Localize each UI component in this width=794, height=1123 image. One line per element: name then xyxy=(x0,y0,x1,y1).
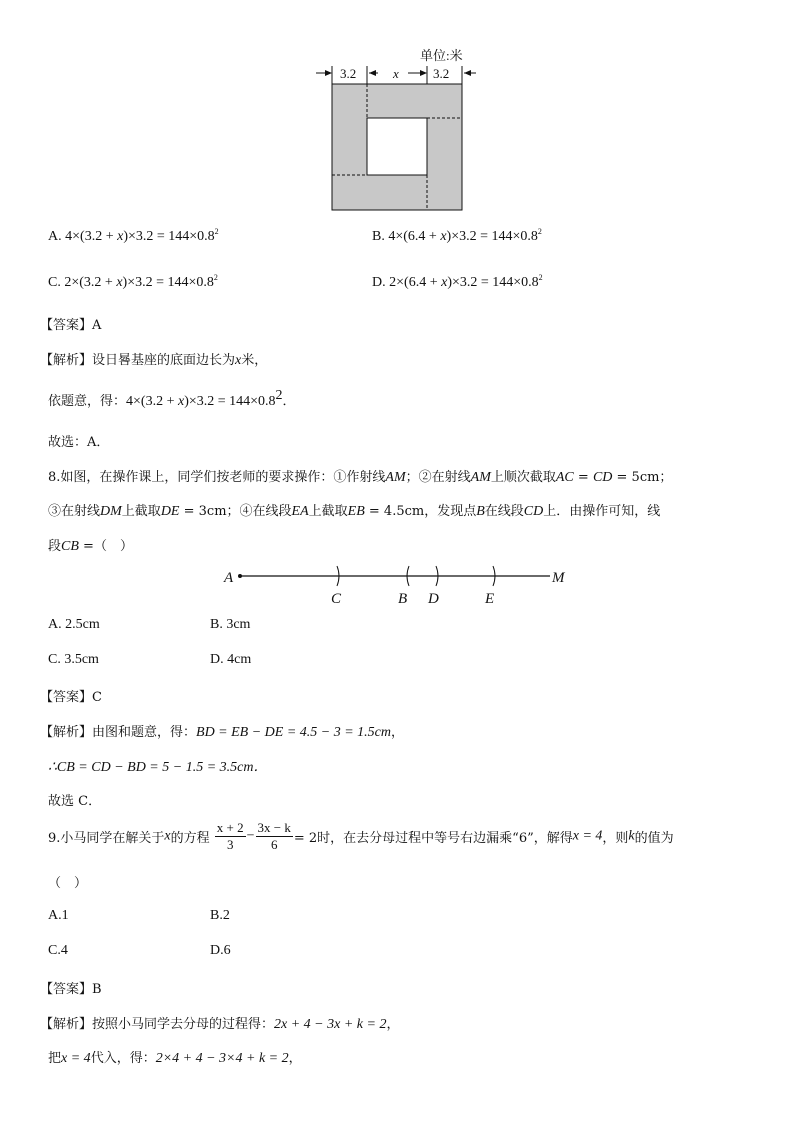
q8-option-a[interactable]: A. 2.5cm xyxy=(48,617,100,632)
point-c-label: C xyxy=(331,591,342,607)
q8-option-c[interactable]: C. 3.5cm xyxy=(48,652,99,667)
q9-paren: （ ） xyxy=(48,876,88,891)
dim-mid: x xyxy=(393,66,399,81)
q9-answer: 【答案】B xyxy=(40,982,102,997)
q7-analysis: 【解析】设日晷基座的底面边长为x米， xyxy=(40,353,268,368)
fraction-2: $\frac{3x - k}{6}$ xyxy=(257,820,291,852)
q9-analysis: 【解析】按照小马同学去分母的过程得：2x + 4 − 3x + k = 2， xyxy=(40,1017,400,1032)
q8-line2: ③在射线DM上截取DE = 3cm；④在线段EA上截取EB = 4.5cm，发现点B在线段CD上．由操作可知，线 xyxy=(48,504,661,519)
q9-option-d[interactable]: D.6 xyxy=(210,943,231,958)
q9-option-b[interactable]: B.2 xyxy=(210,908,230,923)
q9-substitution: 把x = 4代入，得：2×4 + 4 − 3×4 + k = 2， xyxy=(48,1051,302,1066)
dim-left: 3.2 xyxy=(340,66,357,81)
point-d-label: D xyxy=(428,591,439,607)
unit-label: 单位:米 xyxy=(420,48,463,63)
q7-option-a[interactable]: A. $4\times(3.2 + x)\times 3.2 = 144\times 0.8^2$ xyxy=(48,227,219,244)
q7-option-c[interactable]: C. $2\times(3.2 + x)\times 3.2 = 144\times 0.8^2$ xyxy=(48,273,218,290)
q8-option-b[interactable]: B. 3cm xyxy=(210,617,251,632)
q7-answer: 【答案】A xyxy=(40,318,102,333)
point-e-label: E xyxy=(485,591,495,607)
q8-choose: 故选 C． xyxy=(48,794,102,809)
fraction-1: $\frac{x + 2}{3}$ xyxy=(216,820,244,852)
q8-therefore: ∴CB = CD − BD = 5 − 1.5 = 3.5cm． xyxy=(48,760,268,775)
q9-option-c[interactable]: C.4 xyxy=(48,943,68,958)
q8-answer: 【答案】C xyxy=(40,690,102,705)
q9-option-a[interactable]: A.1 xyxy=(48,908,69,923)
point-m-label: M xyxy=(552,570,565,586)
ray-figure xyxy=(220,563,580,608)
q8-analysis: 【解析】由图和题意，得：BD = EB − DE = 4.5 − 3 = 1.5cm， xyxy=(40,725,405,740)
point-b-label: B xyxy=(398,591,408,607)
q9-line1: 9.小马同学在解关于x的方程 $\frac{x + 2}{3}$ − $\frac{3x - k}{6}$ = 2时，在去分母过程中等号右边漏乘“6”，解得x = 4，则k的值为 xyxy=(48,820,674,852)
point-a-label: A xyxy=(224,570,234,586)
dim-right: 3.2 xyxy=(433,66,450,81)
q8-line3: 段CB =（ ） xyxy=(48,539,133,554)
frame-figure xyxy=(310,44,490,214)
q7-option-d[interactable]: D. $2\times(6.4 + x)\times 3.2 = 144\times 0.8^2$ xyxy=(372,273,543,290)
q8-option-d[interactable]: D. 4cm xyxy=(210,652,252,667)
q7-option-b[interactable]: B. $4\times(6.4 + x)\times 3.2 = 144\times 0.8^2$ xyxy=(372,227,542,244)
q7-choose: 故选：A． xyxy=(48,435,110,450)
q7-equation: 依题意，得：$4\times(3.2 + x)\times 3.2 = 144\times 0.8^2$． xyxy=(48,388,296,409)
q8-line1: 8.如图，在操作课上，同学们按老师的要求操作：①作射线AM；②在射线AM上顺次截取AC = CD = 5cm； xyxy=(48,470,673,485)
